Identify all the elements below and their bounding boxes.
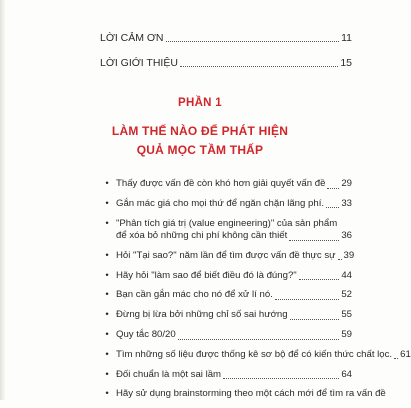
toc-entry-row (116, 178, 352, 191)
dot-leader (394, 358, 398, 359)
toc-entry-row (116, 249, 355, 263)
bullet-icon: • (105, 197, 109, 209)
bullet-icon: • (105, 388, 109, 400)
toc-entry-row (116, 198, 352, 211)
toc-entry-page: 33 (341, 197, 352, 209)
toc-entry[interactable] (105, 348, 411, 362)
dot-leader (180, 66, 338, 67)
dot-leader (275, 299, 340, 300)
toc-entry[interactable] (105, 197, 352, 211)
toc-entry-page: 44 (341, 269, 352, 281)
dot-leader (327, 188, 339, 189)
toc-entry-page: 64 (341, 368, 352, 380)
bullet-icon: • (105, 329, 109, 341)
toc-entry[interactable] (105, 329, 352, 342)
bullet-icon: • (105, 178, 109, 189)
bullet-icon: • (105, 289, 109, 301)
front-matter-item[interactable] (100, 30, 352, 44)
toc-entry-page: 36 (341, 230, 352, 242)
front-matter-title: LỜI CẢM ƠN (100, 32, 164, 44)
toc-entry[interactable] (105, 388, 386, 401)
dot-leader (166, 41, 340, 42)
toc-entry-title: Gắn mác giá cho mọi thứ để ngăn chặn lãng phí. (116, 197, 325, 209)
bullet-icon: • (105, 217, 109, 229)
toc-entries (105, 178, 411, 408)
page-edge-shadow (0, 0, 6, 400)
toc-entry-page: 39 (343, 249, 355, 261)
toc-entry-page: 55 (341, 309, 352, 321)
toc-entry[interactable] (105, 289, 352, 302)
dot-leader (299, 279, 340, 280)
front-matter-page: 11 (341, 32, 352, 44)
toc-entry-title: Hỏi "Tại sao?" năm lần để tìm được vấn đề thực sự (116, 249, 336, 261)
toc-entry-title: Quy tắc 80/20 (116, 329, 176, 341)
bullet-icon: • (105, 309, 109, 321)
toc-entry-page: 59 (341, 329, 352, 341)
toc-entry-page: 52 (341, 289, 352, 301)
dot-leader (326, 207, 339, 208)
bullet-icon: • (105, 249, 109, 261)
toc-entry-title: để xóa bỏ những chi phí không cần thiết (116, 230, 288, 242)
part-label: PHẦN 1 (178, 97, 222, 109)
dot-leader (290, 319, 340, 320)
bullet-icon: • (105, 348, 109, 360)
front-matter-page: 15 (340, 57, 352, 69)
part-heading-line: LÀM THẾ NÀO ĐỂ PHÁT HIỆN (111, 124, 289, 138)
toc-entry[interactable] (105, 249, 355, 263)
toc-entry-row (116, 309, 352, 322)
dot-leader (289, 240, 339, 241)
dot-leader (338, 259, 342, 260)
toc-entry[interactable] (105, 217, 352, 243)
toc-entry-row (116, 348, 411, 362)
toc-entry-row (116, 369, 352, 382)
toc-entry[interactable] (105, 368, 352, 382)
toc-entry-row (116, 270, 352, 283)
toc-entry-row (116, 329, 352, 342)
toc-entry-row (116, 289, 352, 302)
toc-entry-title: Tìm những số liệu được thống kê sơ bộ để có kiến thức chất lọc. (116, 348, 393, 360)
toc-entry-row (116, 230, 352, 243)
toc-entry-title: Đối chuẩn là một sai lầm (116, 368, 222, 380)
part-heading-line: QUẢ MỌC TẦM THẤP (136, 143, 264, 157)
toc-entry-title: Bạn cần gắn mác cho nó để xử lí nó. (116, 289, 273, 301)
toc-entry[interactable] (105, 309, 352, 322)
part-heading (0, 122, 400, 160)
toc-entry-title: Hãy hỏi "làm sao để biết điều đó là đúng?" (116, 269, 297, 281)
toc-entry-title-line: "Phân tích giá trị (value engineering)" của sản phẩm (116, 217, 338, 229)
toc-entry-title: Đừng bị lừa bởi những chỉ số sai hướng (116, 309, 288, 321)
toc-entry[interactable] (105, 269, 352, 283)
bullet-icon: • (105, 368, 109, 380)
front-matter-title: LỜI GIỚI THIỆU (100, 57, 178, 69)
toc-entry-page: 29 (341, 178, 352, 189)
bullet-icon: • (105, 269, 109, 281)
front-matter-item[interactable] (100, 55, 352, 69)
toc-entry-row (116, 388, 386, 401)
dot-leader (223, 378, 339, 379)
front-matter-list (100, 30, 352, 80)
toc-entry[interactable] (105, 178, 352, 191)
toc-entry-title: Hãy sử dụng brainstorming theo một cách mới để tìm ra vấn đề (116, 388, 386, 400)
dot-leader (178, 339, 340, 340)
toc-entry-title: Thấy được vấn đề còn khó hơn giải quyết vấn đề (116, 178, 326, 189)
toc-entry-page: 61 (400, 348, 411, 360)
